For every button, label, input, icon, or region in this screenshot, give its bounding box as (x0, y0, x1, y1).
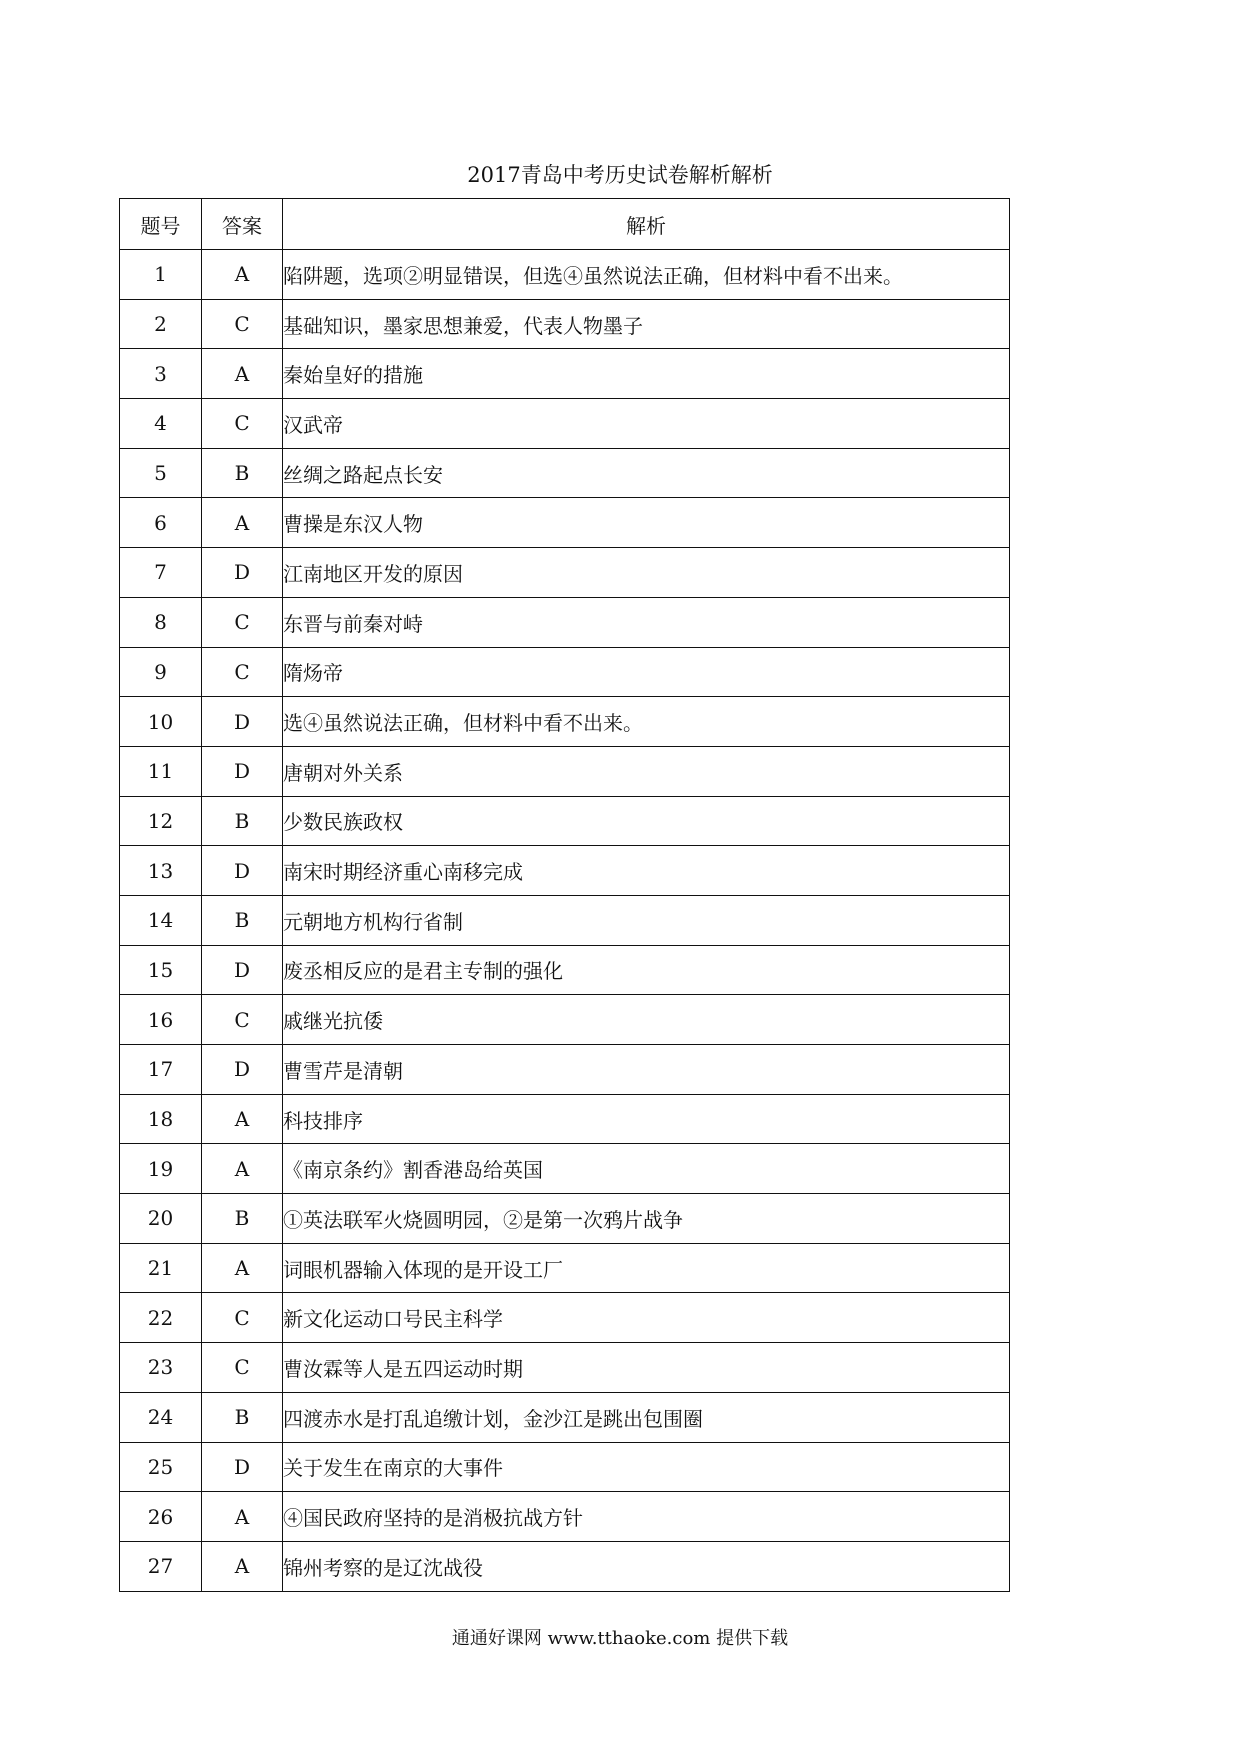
answer-cell: D (202, 846, 283, 896)
table-row (120, 846, 1010, 896)
analysis-cell: 新文化运动口号民主科学 (283, 1293, 1010, 1343)
table-row (120, 1492, 1010, 1542)
analysis-cell: 汉武帝 (283, 399, 1010, 449)
table-row (120, 250, 1010, 300)
analysis-cell: 曹汝霖等人是五四运动时期 (283, 1343, 1010, 1393)
table-row (120, 597, 1010, 647)
analysis-cell: 南宋时期经济重心南移完成 (283, 846, 1010, 896)
question-number-cell: 18 (120, 1094, 202, 1144)
table-row (120, 1541, 1010, 1591)
analysis-cell: 曹操是东汉人物 (283, 498, 1010, 548)
answer-cell: C (202, 597, 283, 647)
table-row (120, 448, 1010, 498)
answer-cell: C (202, 1293, 283, 1343)
question-number-cell: 7 (120, 548, 202, 598)
answer-cell: C (202, 299, 283, 349)
answer-cell: D (202, 746, 283, 796)
header-number: 题号 (120, 199, 202, 250)
answer-cell: A (202, 1094, 283, 1144)
table-row (120, 1392, 1010, 1442)
header-answer: 答案 (202, 199, 283, 250)
question-number-cell: 19 (120, 1144, 202, 1194)
analysis-cell: 基础知识，墨家思想兼爱，代表人物墨子 (283, 299, 1010, 349)
answer-cell: B (202, 1392, 283, 1442)
answer-table (119, 198, 1010, 1592)
question-number-cell: 9 (120, 647, 202, 697)
question-number-cell: 26 (120, 1492, 202, 1542)
question-number-cell: 10 (120, 697, 202, 747)
question-number-cell: 15 (120, 945, 202, 995)
question-number-cell: 27 (120, 1541, 202, 1591)
answer-cell: A (202, 1541, 283, 1591)
question-number-cell: 25 (120, 1442, 202, 1492)
question-number-cell: 23 (120, 1343, 202, 1393)
answer-cell: C (202, 399, 283, 449)
analysis-cell: 戚继光抗倭 (283, 995, 1010, 1045)
answer-cell: B (202, 1194, 283, 1244)
analysis-cell: 关于发生在南京的大事件 (283, 1442, 1010, 1492)
answer-cell: A (202, 498, 283, 548)
header-analysis: 解析 (283, 199, 1010, 250)
question-number-cell: 13 (120, 846, 202, 896)
table-row (120, 399, 1010, 449)
answer-cell: D (202, 697, 283, 747)
question-number-cell: 20 (120, 1194, 202, 1244)
answer-cell: D (202, 548, 283, 598)
question-number-cell: 1 (120, 250, 202, 300)
answer-cell: B (202, 796, 283, 846)
answer-cell: B (202, 448, 283, 498)
answer-cell: A (202, 1144, 283, 1194)
question-number-cell: 11 (120, 746, 202, 796)
question-number-cell: 14 (120, 895, 202, 945)
question-number-cell: 6 (120, 498, 202, 548)
answer-cell: A (202, 1243, 283, 1293)
analysis-cell: ①英法联军火烧圆明园，②是第一次鸦片战争 (283, 1194, 1010, 1244)
answer-cell: A (202, 250, 283, 300)
table-row (120, 1243, 1010, 1293)
question-number-cell: 8 (120, 597, 202, 647)
table-row (120, 895, 1010, 945)
question-number-cell: 22 (120, 1293, 202, 1343)
table-row (120, 349, 1010, 399)
answer-cell: C (202, 647, 283, 697)
table-row (120, 1094, 1010, 1144)
analysis-cell: 少数民族政权 (283, 796, 1010, 846)
table-row (120, 796, 1010, 846)
analysis-cell: 词眼机器输入体现的是开设工厂 (283, 1243, 1010, 1293)
question-number-cell: 16 (120, 995, 202, 1045)
analysis-cell: 元朝地方机构行省制 (283, 895, 1010, 945)
question-number-cell: 21 (120, 1243, 202, 1293)
table-row (120, 498, 1010, 548)
analysis-cell: 隋炀帝 (283, 647, 1010, 697)
table-body (120, 250, 1010, 1592)
table-row (120, 1293, 1010, 1343)
analysis-cell: 江南地区开发的原因 (283, 548, 1010, 598)
analysis-cell: 曹雪芹是清朝 (283, 1045, 1010, 1095)
table-row (120, 647, 1010, 697)
answer-cell: C (202, 1343, 283, 1393)
analysis-cell: 陷阱题，选项②明显错误，但选④虽然说法正确，但材料中看不出来。 (283, 250, 1010, 300)
answer-cell: D (202, 945, 283, 995)
analysis-cell: 东晋与前秦对峙 (283, 597, 1010, 647)
answer-cell: B (202, 895, 283, 945)
question-number-cell: 4 (120, 399, 202, 449)
analysis-cell: 四渡赤水是打乱追缴计划，金沙江是跳出包围圈 (283, 1392, 1010, 1442)
table-row (120, 1045, 1010, 1095)
analysis-cell: 锦州考察的是辽沈战役 (283, 1541, 1010, 1591)
document-title: 2017青岛中考历史试卷解析解析 (467, 163, 773, 187)
question-number-cell: 3 (120, 349, 202, 399)
analysis-cell: 丝绸之路起点长安 (283, 448, 1010, 498)
question-number-cell: 5 (120, 448, 202, 498)
question-number-cell: 24 (120, 1392, 202, 1442)
table-row (120, 1343, 1010, 1393)
table-row (120, 746, 1010, 796)
analysis-cell: 唐朝对外关系 (283, 746, 1010, 796)
answer-cell: D (202, 1442, 283, 1492)
table-header-row (120, 199, 1010, 250)
table-row (120, 697, 1010, 747)
table-row (120, 1194, 1010, 1244)
footer-credit: 通通好课网 www.tthaoke.com 提供下载 (451, 1628, 789, 1649)
analysis-cell: 科技排序 (283, 1094, 1010, 1144)
question-number-cell: 12 (120, 796, 202, 846)
analysis-cell: 废丞相反应的是君主专制的强化 (283, 945, 1010, 995)
table-row (120, 995, 1010, 1045)
analysis-cell: 秦始皇好的措施 (283, 349, 1010, 399)
table-row (120, 1442, 1010, 1492)
analysis-cell: 《南京条约》割香港岛给英国 (283, 1144, 1010, 1194)
answer-cell: A (202, 1492, 283, 1542)
table-row (120, 945, 1010, 995)
question-number-cell: 17 (120, 1045, 202, 1095)
table-row (120, 299, 1010, 349)
analysis-cell: ④国民政府坚持的是消极抗战方针 (283, 1492, 1010, 1542)
table-row (120, 548, 1010, 598)
answer-cell: D (202, 1045, 283, 1095)
question-number-cell: 2 (120, 299, 202, 349)
table-row (120, 1144, 1010, 1194)
answer-cell: C (202, 995, 283, 1045)
analysis-cell: 选④虽然说法正确，但材料中看不出来。 (283, 697, 1010, 747)
answer-cell: A (202, 349, 283, 399)
